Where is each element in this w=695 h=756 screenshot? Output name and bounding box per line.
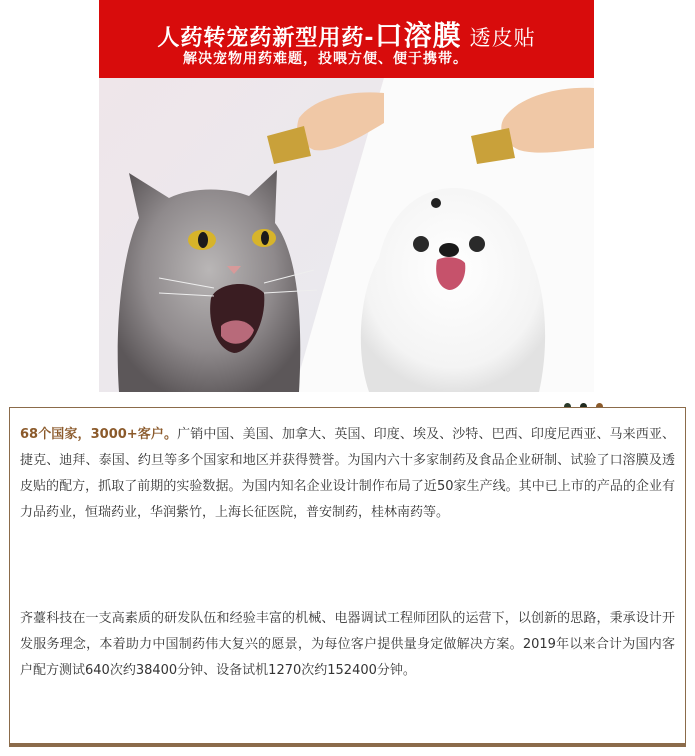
card-bottom-rule [9, 743, 686, 747]
intro-highlight: 68个国家，3000+客户。 [20, 427, 178, 442]
headline-suffix: 透皮贴 [469, 26, 536, 50]
banner-subtitle: 解决宠物用药难题，投喂方便、便于携带。 [183, 51, 468, 67]
headline-emphasis: 口溶膜 [374, 19, 462, 52]
red-title-banner [99, 0, 594, 78]
intro-paragraph-1 [20, 422, 675, 526]
intro-body-1: 广销中国、美国、加拿大、英国、印度、埃及、沙特、巴西、印度尼西亚、马来西亚、捷克、迪拜、泰国、约旦等多个国家和地区并获得赞誉。为国内六十多家制药及食品企业研制、试验了口溶膜及透皮贴的配方，抓取了前期的实验数据。为国内知名企业设计制作布局了近50家生产线。其中已上市的产品的企业有力品药业，恒瑞药业，华润紫竹，上海长征医院，普安制药，桂林南药等。 [20, 427, 675, 520]
pets-photo [99, 78, 594, 392]
company-intro-card [9, 407, 686, 745]
headline-prefix: 人药转宠药新型用药- [157, 26, 375, 51]
hero-banner [99, 0, 594, 392]
intro-paragraph-2: 齐薹科技在一支高素质的研发队伍和经验丰富的机械、电器调试工程师团队的运营下，以创新的思路，秉承设计开发服务理念，本着助力中国制药伟大复兴的愿景，为每位客户提供量身定做解决方案。2019年以来合计为国内客户配方测试640次约38400分钟、设备试机1270次约152400分钟。 [20, 611, 675, 678]
